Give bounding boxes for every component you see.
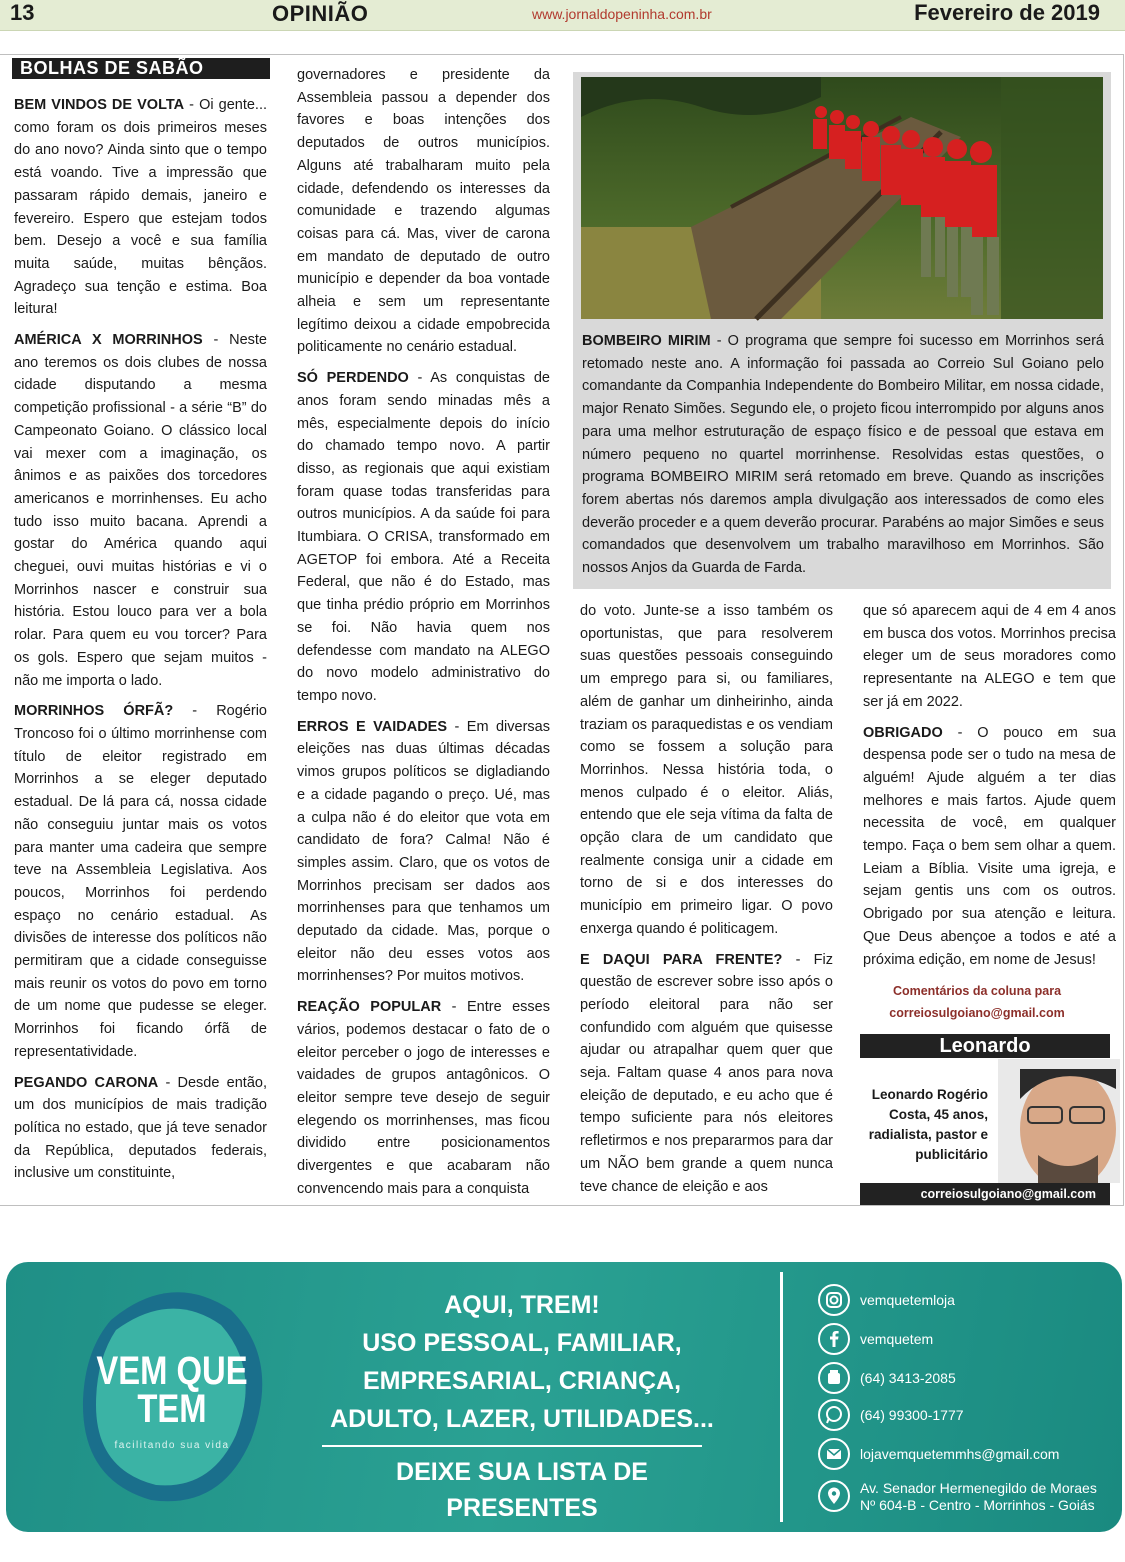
ad-line: AQUI, TREM!: [444, 1291, 600, 1319]
contact-text: lojavemquetemmhs@gmail.com: [860, 1446, 1060, 1462]
article-paragraph: [14, 700, 267, 1063]
section-title: OPINIÃO: [272, 1, 369, 26]
paragraph-head: ERROS E VAIDADES: [297, 718, 448, 735]
advertisement-banner: [6, 1262, 1122, 1558]
article-paragraph: [863, 600, 1116, 714]
ad-divider: [322, 1445, 702, 1447]
ad-line: EMPRESARIAL, CRIANÇA,: [362, 1367, 682, 1395]
article-paragraph: [863, 722, 1116, 972]
contact-text: vemquetem: [860, 1331, 934, 1347]
ad-line: USO PESSOAL, FAMILIAR,: [362, 1329, 682, 1357]
photo-box: [573, 72, 1111, 589]
contact-text: vemquetemloja: [860, 1292, 955, 1308]
logo-line-2: TEM: [137, 1387, 207, 1431]
article-paragraph: [297, 367, 550, 708]
ad-headline: [322, 1286, 722, 1438]
paragraph-text: - O pouco em sua despensa pode ser o tudo na mesa de alguém! Ajude alguém a ter dias melhores e mais fartos. Ajude quem necessita de você, em qualquer tempo. Faça o bem sem olhar a quem. Leiam a Bíblia. Visite uma igreja, e sejam gentis uns com os outros. Obrigado por sua atenção e leitura. Que Deus abençoe a todos e até a próxima edição, em nome de Jesus!: [863, 724, 1116, 968]
paragraph-text: - Desde então, um dos municípios de mais tradição política no estado, que já teve senador da República, deputados federais, inclusive um constituinte,: [14, 1074, 267, 1182]
article-paragraph: [580, 600, 833, 941]
paragraph-text: - Oi gente... como foram os dois primeiros meses do ano novo? Ainda sinto que o tempo está voando. Tive a impressão que passaram rápido demais, janeiro e fevereiro. Espero que estejam todos bem. Desejo a você e sua família muita saúde, muitas bênçãos. Agradeço sua tenção e estima. Boa leitura!: [14, 97, 267, 318]
paragraph-head: SÓ PERDENDO: [297, 370, 409, 387]
paragraph-text: do voto. Junte-se a isso também os oportunistas, que para resolverem suas questões pessoais conseguindo um emprego para si, ou familiares, além de ganhar um dinheirinho, ainda traziam os paraquedistas e os vendiam como se fossem a solução para Morrinhos. Nessa história toda, o menos culpado é o eleitor. Aliás, entendo que ele seja vítima da falta de opção clara de um candidato que realmente consiga unir a cidade em torno de si e dos interesses do município em primeiro ligar. O povo enxerga quando é politicagem.: [580, 603, 833, 937]
author-portrait: [998, 1059, 1120, 1183]
email-icon: [818, 1438, 850, 1470]
comments-email[interactable]: correiosulgoiano@gmail.com: [889, 1006, 1065, 1020]
ad-line: DEIXE SUA LISTA DE PRESENTES: [396, 1458, 648, 1522]
paragraph-text: que só aparecem aqui de 4 em 4 anos em busca dos votos. Morrinhos precisa eleger um de seus moradores como representante na ALEGO e tem que ser já em 2022.: [863, 603, 1116, 710]
author-name: Leonardo: [860, 1034, 1110, 1058]
contact-text: (64) 3413-2085: [860, 1370, 956, 1386]
brand-logo: [90, 1349, 254, 1431]
paragraph-text: - Rogério Troncoso foi o último morrinhense com título de eleitor registrado em Morrinhos a se eleger deputado estadual. De lá para cá, nossa cidade não conseguiu juntar mais os votos para manter uma cadeira que sempre teve na Assembleia Legislativa. Aos poucos, Morrinhos foi perdendo espaço no cenário estadual. As divisões de interesse dos políticos não permitiram que a cidade conseguisse mais reunir os votos do povo em torno de um nome que pudesse se eleger. Morrinhos foi ficando órfã de representatividade.: [14, 703, 267, 1060]
article-paragraph: [580, 949, 833, 1199]
author-email[interactable]: correiosulgoiano@gmail.com: [860, 1183, 1110, 1205]
article-paragraph: [14, 94, 267, 321]
article-paragraph: [14, 329, 267, 692]
ad-subline: [322, 1454, 722, 1562]
issue-date: Fevereiro de 2019: [914, 0, 1100, 25]
paragraph-text: - Entre esses vários, podemos destacar o fato de o eleitor perceber o jogo de interesses e vaidades de grupos antagônicos. O eleitor sempre teve desejo de seguir elegendo os morrinhenses, mas ficou dividido entre posicionamentos divergentes e que acabaram não convencendo mais para a conquista: [297, 999, 550, 1197]
whatsapp-icon: [818, 1399, 850, 1431]
column-title: BOLHAS DE SABÃO: [12, 58, 270, 79]
caption-head: BOMBEIRO MIRIM: [582, 333, 711, 349]
bombeiro-mirim-photo: [581, 77, 1103, 319]
address-line-2: Nº 604-B - Centro - Morrinhos - Goiás: [860, 1497, 1095, 1513]
caption-text: - O programa que sempre foi sucesso em Morrinhos será retomado neste ano. A informação foi passada ao Correio Sul Goiano pelo comandante da Companhia Independente do Bombeiro Militar, em nossa cidade, major Renato Simões. Segundo ele, o projeto ficou interrompido por alguns anos para uma melhor estruturação de espaço físico e de pessoal que estava em número pequeno no quartel morrinhense. Resolvidas estas questões, o programa BOMBEIRO MIRIM será retomado em breve. Quando as inscrições forem abertas nós daremos ampla divulgação aos interessados de como eles deverão proceder e a quem deverão procurar. Parabéns ao major Simões e seus comandados que desenvolvem um trabalho maravilhoso em Morrinhos. São nossos Anjos da Guarda de Farda.: [582, 333, 1104, 577]
contact-text: (64) 99300-1777: [860, 1407, 964, 1423]
ad-vertical-divider: [780, 1272, 783, 1522]
paragraph-head: REAÇÃO POPULAR: [297, 999, 442, 1016]
text-column-2: [297, 64, 550, 1208]
logo-line-1: VEM QUE: [96, 1349, 248, 1393]
location-icon: [818, 1480, 850, 1512]
instagram-icon: [818, 1284, 850, 1316]
article-paragraph: [297, 64, 550, 359]
site-url[interactable]: www.jornaldopeninha.com.br: [532, 6, 712, 22]
text-column-3: [580, 600, 833, 1206]
paragraph-text: - Neste ano teremos os dois clubes de nossa cidade disputando a mesma competição profissional - a série “B” do Campeonato Goiano. O clássico local vai mexer com a imaginação, os ânimos e as paixões dos torcedores americanos e morrinhenses. Eu acho tudo isso muito bacana. Aprendi a gostar do América quando aqui cheguei, ouvi muitas histórias e vi o Morrinhos nascer e construir sua história. Estou louco para ver a bola rolar. Para quem eu vou torcer? Para os gols. Espero que sejam muitos - não me importa o lado.: [14, 332, 267, 689]
text-column-4: [863, 600, 1116, 979]
article-paragraph: [297, 716, 550, 988]
paragraph-text: - Em diversas eleições nas duas últimas décadas vimos grupos políticos se digladiando e a cidade pagando o preço. Ué, mas a culpa não é do eleitor que vota em candidato de fora? Calma! Não é simples assim. Claro, que os votos de Morrinhos precisam ser dados aos morrinhenses para que tenhamos um deputado da cidade. Mas, porque o eleitor não deu esses votos aos morrinhenses? Por muitos motivos.: [297, 718, 550, 985]
comments-label: Comentários da coluna para: [892, 984, 1062, 998]
paragraph-text: - As conquistas de anos foram sendo minadas mês a mês, especialmente depois do início do chamado tempo novo. A partir disso, as regionais que aqui existiam foram quase todas transferidas para outros municípios. A da saúde foi para Itumbiara. O CRISA, transformado em AGETOP foi embora. Até a Receita Federal, que não é do Estado, mas que tinha prédio próprio em Morrinhos se foi. Não havia quem nos defendesse com mandato na ALEGO do novo modelo administrativo do tempo novo.: [297, 370, 550, 704]
article-paragraph: [297, 996, 550, 1200]
phone-icon: [818, 1362, 850, 1394]
paragraph-text: - Fiz questão de escrever sobre isso após o período eleitoral para não ser confundido com alguém que quisesse ajudar ou atrapalhar quem quer que seja. Faltam quase 4 anos para nova eleição de deputado, e eu acho que é tempo suficiente para nós eleitores refletirmos e nos prepararmos para dar um NÃO bem grande a quem nunca teve chance de eleição e aos: [580, 951, 833, 1195]
logo-tagline: facilitando sua vida: [114, 1440, 230, 1451]
text-column-1: [14, 94, 267, 1193]
paragraph-head: OBRIGADO: [863, 724, 943, 741]
ad-line: DE CASAMENTO CONOSCO.: [349, 1530, 695, 1558]
photo-caption: [582, 330, 1104, 580]
paragraph-head: E DAQUI PARA FRENTE?: [580, 951, 783, 968]
facebook-icon: [818, 1323, 850, 1355]
paragraph-head: BEM VINDOS DE VOLTA: [14, 97, 185, 113]
paragraph-head: AMÉRICA X MORRINHOS: [14, 332, 203, 349]
page-header: [0, 0, 1125, 31]
address-line-1: Av. Senador Hermenegildo de Moraes: [860, 1480, 1097, 1496]
author-bio: Leonardo Rogério Costa, 45 anos, radialista, pastor e publicitário: [868, 1087, 988, 1162]
paragraph-head: PEGANDO CARONA: [14, 1074, 159, 1091]
address-text: [860, 1480, 1097, 1514]
paragraph-head: MORRINHOS ÓRFÃ?: [14, 703, 174, 720]
article-paragraph: [14, 1072, 267, 1186]
paragraph-text: governadores e presidente da Assembleia passou a depender dos favores e boas intenções dos deputados de outros municípios. Alguns até trabalharam muito pela cidade, defendendo os interesses da comunidade e trazendo algumas coisas para cá. Mas, viver de carona em mandato de deputado de outro município e depender da boa vontade alheia e sem um representante legítimo deixou a cidade empobrecida politicamente no cenário estadual.: [297, 67, 550, 356]
ad-line: ADULTO, LAZER, UTILIDADES...: [330, 1405, 714, 1433]
page-number: 13: [10, 0, 35, 25]
comments-contact: [862, 980, 1092, 1024]
